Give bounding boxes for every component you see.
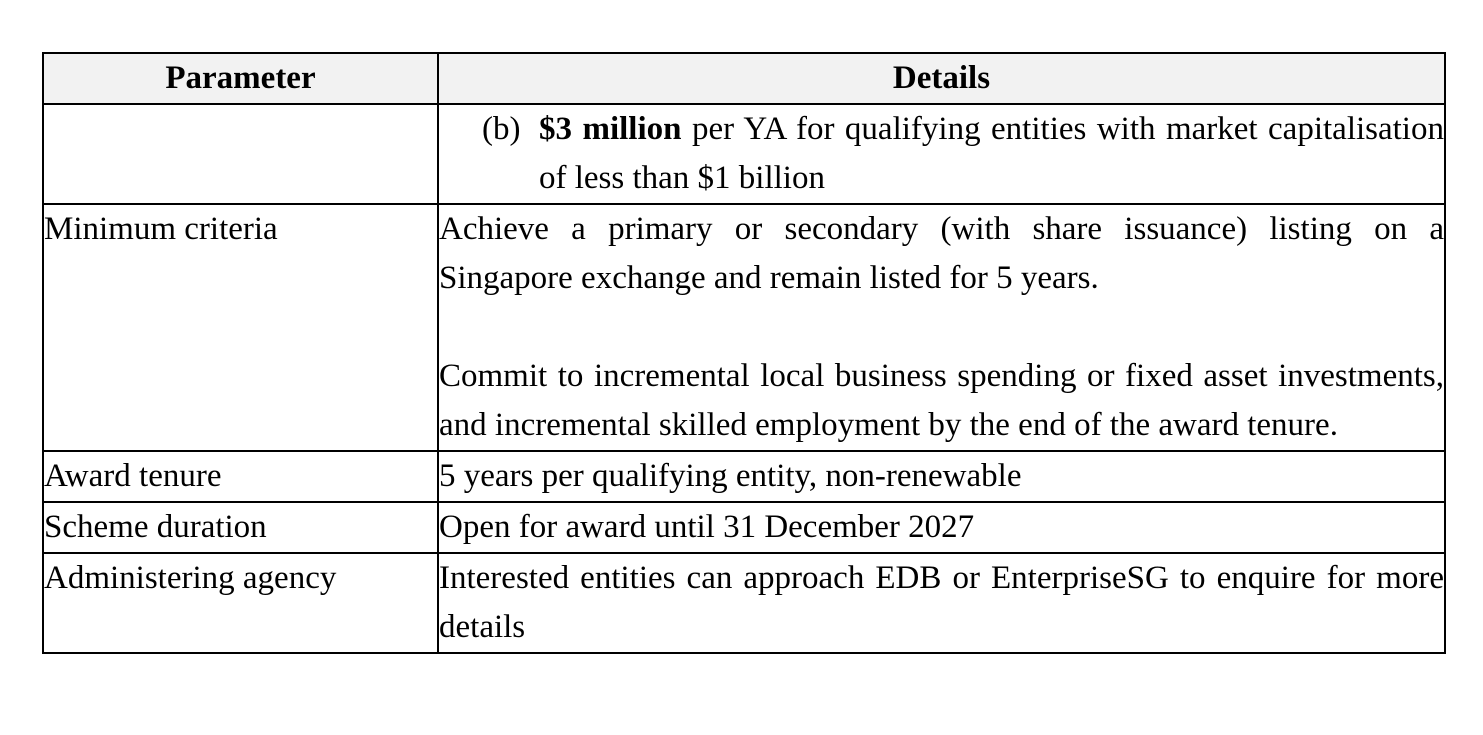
sub-item-b	[439, 105, 1444, 203]
table-row	[43, 502, 1445, 553]
row-parameter-empty	[43, 104, 438, 204]
parameters-table	[42, 52, 1446, 654]
row-parameter: Administering agency	[43, 553, 438, 653]
table-row	[43, 104, 1445, 204]
row-details: 5 years per qualifying entity, non-renewable	[438, 451, 1445, 502]
criteria-paragraph: Commit to incremental local business spending or fixed asset investments, and incremental skilled employment by the end of the award tenure.	[439, 358, 1444, 443]
row-details: Open for award until 31 December 2027	[438, 502, 1445, 553]
table-row	[43, 553, 1445, 653]
award-amount-text: per YA for qualifying entities with market capitalisation of less than $1 billion	[539, 111, 1444, 196]
row-details: Interested entities can approach EDB or EnterpriseSG to enquire for more details	[438, 553, 1445, 653]
criteria-paragraph: Achieve a primary or secondary (with share issuance) listing on a Singapore exchange and remain listed for 5 years.	[439, 211, 1444, 296]
header-parameter: Parameter	[43, 53, 438, 104]
sub-item-marker: (b)	[482, 111, 521, 147]
table-row	[43, 204, 1445, 451]
table-header-row	[43, 53, 1445, 104]
table-row	[43, 451, 1445, 502]
award-amount: $3 million	[539, 111, 682, 147]
row-details	[438, 104, 1445, 204]
row-parameter: Minimum criteria	[43, 204, 438, 451]
row-details	[438, 204, 1445, 451]
header-details: Details	[438, 53, 1445, 104]
row-parameter: Award tenure	[43, 451, 438, 502]
row-parameter: Scheme duration	[43, 502, 438, 553]
